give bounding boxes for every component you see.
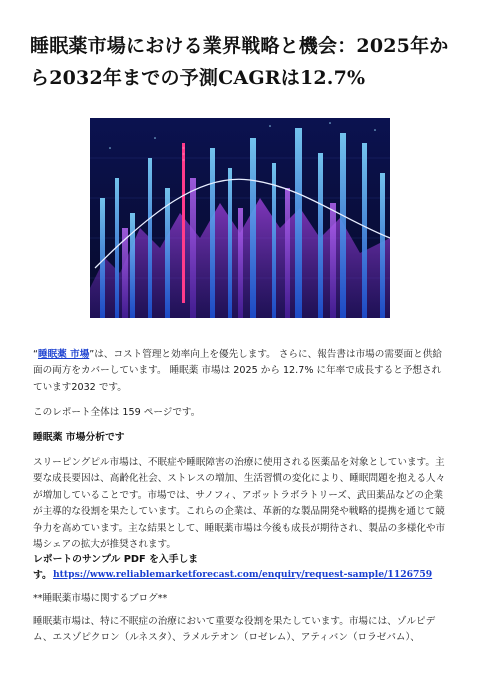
hero-chart-image xyxy=(90,118,390,318)
sample-label: レポートのサンプル PDF を入手します。 xyxy=(33,554,199,581)
page-title: 睡眠薬市場における業界戦略と機会：2025年から2032年までの予測CAGRは12.7% xyxy=(30,35,449,89)
abstract-chart-graphic xyxy=(90,118,390,318)
analysis-paragraph: スリーピングピル市場は、不眠症や睡眠障害の治療に使用される医薬品を対象としています。主要な成長要因は、高齢化社会、ストレスの増加、生活習慣の変化により、睡眠問題を抱える人々が増加していることです。市場では、サノフィ、アボットラボラトリーズ、武田薬品などの企業が主導的な役割を果たしています。これらの企業は、革新的な製品開発や戦略的提携を通じて競争力を高めています。主な結果として、睡眠薬市場は今後も成長が期待され、製品の多様化や市場シェアの拡大が推奨されます。 xyxy=(33,457,446,551)
pages-line: このレポート全体は 159 ページです。 xyxy=(33,407,201,418)
blog-heading: **睡眠薬市場に関するブログ** xyxy=(33,593,168,604)
intro-quote-open: “ xyxy=(33,349,38,360)
intro-paragraph xyxy=(33,347,447,396)
sample-url-link[interactable]: https://www.reliablemarketforecast.com/enquiry/request-sample/1126759 xyxy=(53,569,433,580)
analysis-heading: 睡眠薬 市場分析です xyxy=(33,432,125,443)
blog-paragraph: 睡眠薬市場は、特に不眠症の治療において重要な役割を果たしています。市場には、ゾルピデム、エスゾピクロン（ルネスタ）、ラメルテオン（ロゼレム）、アティバン（ロラゼパム）、 xyxy=(33,616,436,644)
intro-text: ”は、コスト管理と効率向上を優先します。 さらに、報告書は市場の需要面と供給面の両方をカバーしています。 睡眠薬 市場は 2025 から 12.7% に年率で成長すると予想されています2032 です。 xyxy=(33,349,442,393)
market-link[interactable]: 睡眠薬 市場 xyxy=(37,349,90,360)
